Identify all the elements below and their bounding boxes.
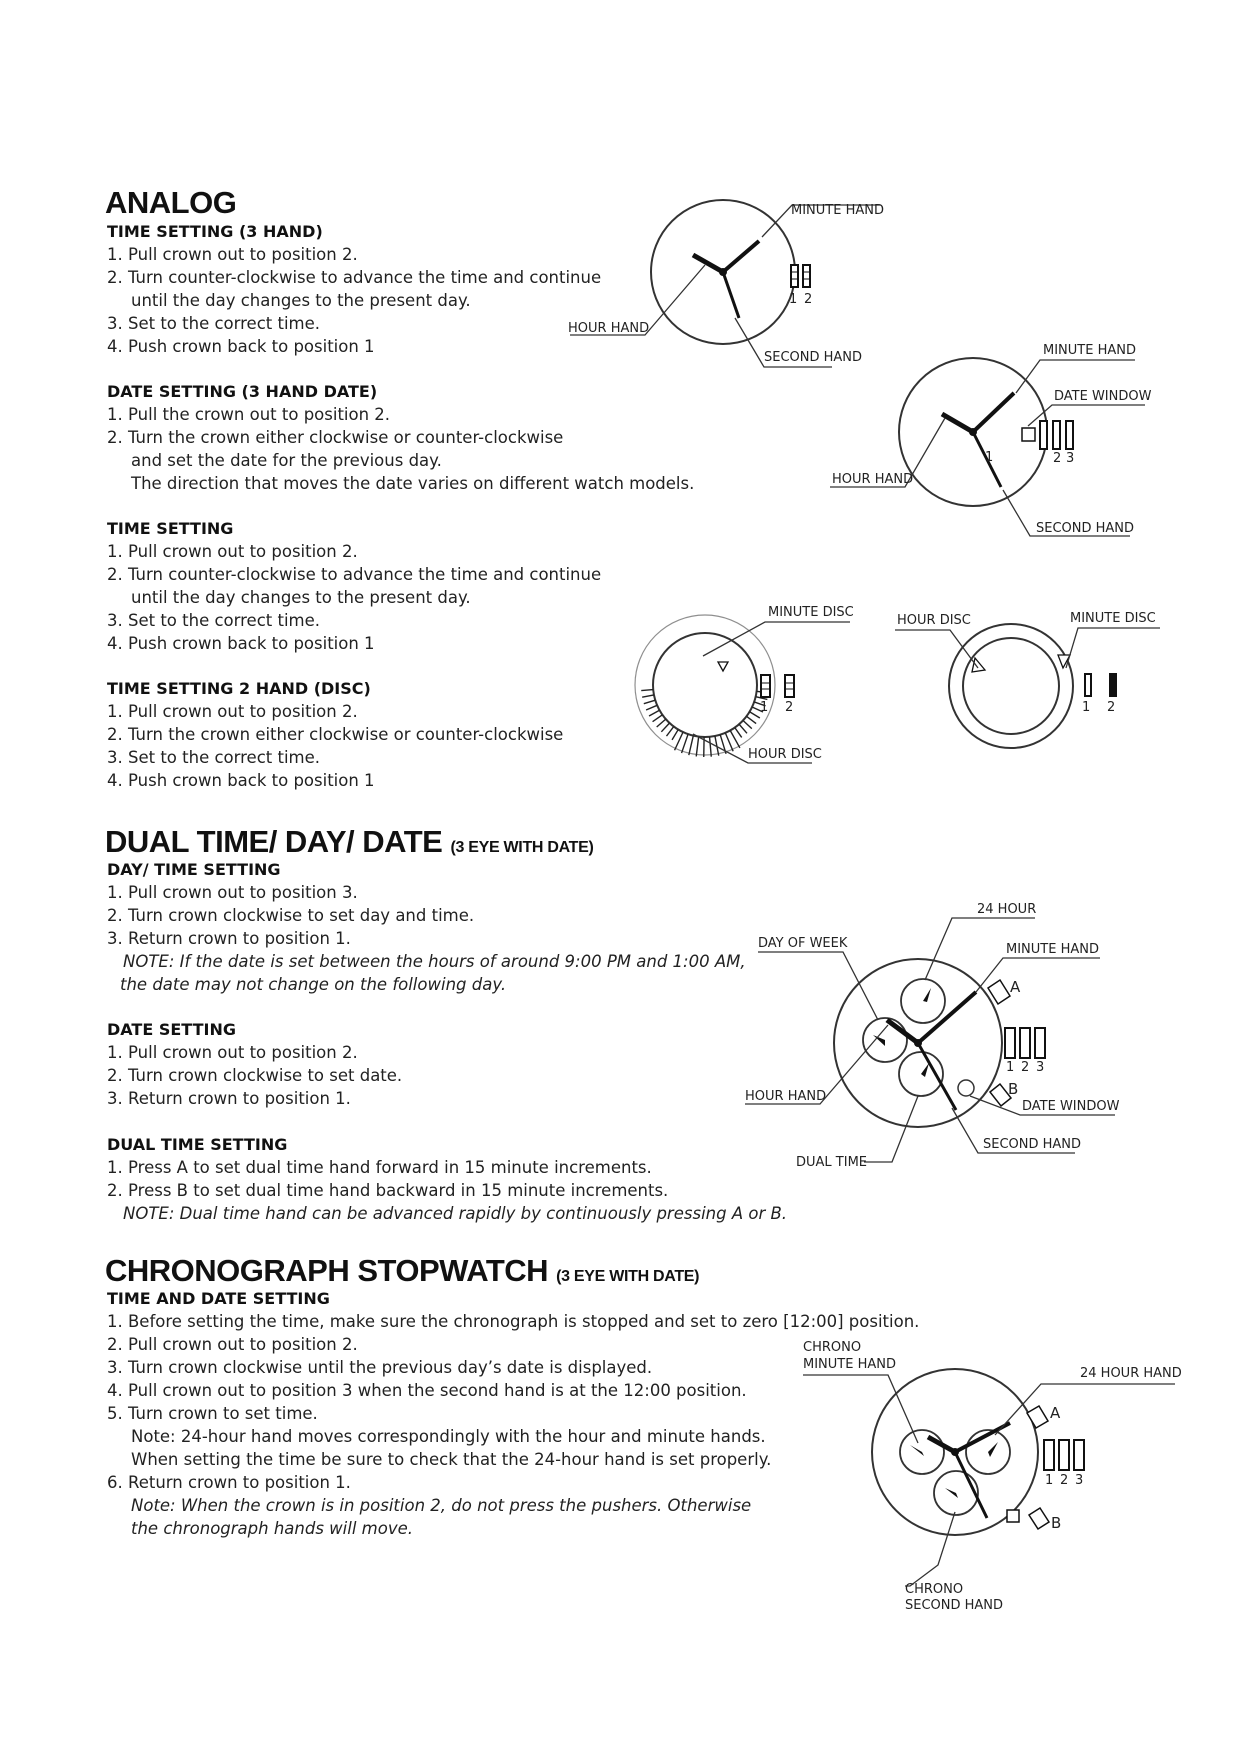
instruction-line: When setting the time be sure to check that the 24-hour hand is set properly. (131, 1450, 772, 1469)
position-2-label: 2 (1053, 451, 1062, 466)
section-heading: DATE SETTING (3 HAND DATE) (107, 382, 378, 401)
disc-tick (743, 720, 752, 728)
instruction-line: until the day changes to the present day. (131, 588, 471, 607)
instruction-line: 2. Turn crown clockwise to set day and time. (107, 906, 475, 925)
pusher-a-label: A (1050, 1404, 1061, 1422)
crown-position-1 (1044, 1440, 1054, 1470)
disc-tick (666, 727, 673, 737)
minute-disc-label: MINUTE DISC (768, 605, 854, 620)
crown-position-1 (1085, 674, 1091, 696)
diagram-2-hand-disc (635, 605, 854, 763)
instruction-line: 2. Turn counter-clockwise to advance the time and continue (107, 268, 602, 287)
disc-tick (750, 712, 760, 718)
disc-tick (696, 737, 698, 757)
position-2-label: 2 (1021, 1060, 1030, 1075)
date-window (958, 1080, 974, 1096)
hour-disc-marker-icon (972, 658, 985, 672)
hand-pivot (719, 268, 727, 276)
second-hand (918, 1043, 956, 1110)
position-2-label: 2 (1107, 700, 1116, 715)
instruction-line: 1. Press A to set dual time hand forward in 15 minute increments. (107, 1158, 652, 1177)
instruction-line: 2. Pull crown out to position 2. (107, 1335, 358, 1354)
hour-disc-label: HOUR DISC (897, 613, 971, 628)
instruction-line: 1. Pull crown out to position 2. (107, 1043, 358, 1062)
position-1-label: 1 (1045, 1473, 1054, 1488)
instruction-line: 1. Before setting the time, make sure the chronograph is stopped and set to zero [12:00] position. (107, 1312, 920, 1331)
note-line: Note: When the crown is in position 2, do not press the pushers. Otherwise (131, 1496, 752, 1515)
minute-hand-label: MINUTE HAND (1043, 343, 1136, 358)
disc-tick (642, 695, 654, 697)
disc-tick (657, 719, 666, 727)
section-heading: DAY/ TIME SETTING (107, 860, 281, 879)
crown-position-1 (791, 265, 798, 287)
instruction-line: 5. Turn crown to set time. (107, 1404, 318, 1423)
dual-time-label: DUAL TIME (796, 1155, 867, 1170)
instruction-line: until the day changes to the present day. (131, 291, 471, 310)
instruction-line: 1. Pull crown out to position 2. (107, 542, 358, 561)
disc-tick (689, 736, 693, 755)
dual-time-title-main: DUAL TIME/ DAY/ DATE (105, 824, 443, 859)
instruction-line: 3. Return crown to position 1. (107, 1089, 351, 1108)
crown-position-1 (761, 675, 770, 697)
inner-disc (963, 638, 1059, 734)
crown-position-3 (1074, 1440, 1084, 1470)
note-line: the chronograph hands will move. (131, 1519, 413, 1538)
24-hour-hand-label: 24 HOUR HAND (1080, 1366, 1182, 1381)
pusher-a-label: A (1010, 978, 1021, 996)
crown-position-2 (803, 265, 810, 287)
instruction-line: 2. Turn counter-clockwise to advance the time and continue (107, 565, 602, 584)
minute-disc-label: MINUTE DISC (1070, 611, 1156, 626)
crown-position-3 (1066, 421, 1073, 449)
instruction-line: 3. Set to the correct time. (107, 314, 321, 333)
instruction-line: Note: 24-hour hand moves correspondingly with the hour and minute hands. (131, 1427, 766, 1446)
disc-tick (644, 700, 655, 704)
section-heading: TIME SETTING 2 HAND (DISC) (107, 679, 371, 698)
position-3-label: 3 (1066, 451, 1075, 466)
instruction-line: 1. Pull crown out to position 2. (107, 702, 358, 721)
disc-tick (747, 716, 757, 723)
position-1-label: 1 (760, 700, 769, 715)
instruction-line: 2. Turn the crown either clockwise or counter-clockwise (107, 428, 564, 447)
position-1-label: 1 (1082, 700, 1091, 715)
second-hand-label: SECOND HAND (764, 350, 863, 365)
section-heading: TIME SETTING (3 HAND) (107, 222, 323, 241)
minute-hand (723, 241, 759, 272)
minute-hand-label: MINUTE HAND (1006, 942, 1099, 957)
instruction-line: 6. Return crown to position 1. (107, 1473, 351, 1492)
hour-hand-label: HOUR HAND (745, 1089, 827, 1104)
instruction-line: 1. Pull crown out to position 3. (107, 883, 358, 902)
pusher-b-label: B (1051, 1514, 1062, 1532)
hour-hand-label: HOUR HAND (832, 472, 914, 487)
chrono-minute-label-1: CHRONO (803, 1340, 862, 1355)
hour-hand (928, 1437, 955, 1452)
instruction-line: 1. Pull the crown out to position 2. (107, 405, 391, 424)
instruction-line: 4. Push crown back to position 1 (107, 771, 375, 790)
disc-tick (725, 733, 733, 751)
section-heading: DUAL TIME SETTING (107, 1135, 288, 1154)
chrono-second-label-2: SECOND HAND (905, 1598, 1004, 1613)
minute-disc (635, 615, 775, 755)
instruction-line: 2. Turn crown clockwise to set date. (107, 1066, 403, 1085)
hour-hand (887, 1020, 918, 1043)
hand-pivot (969, 428, 977, 436)
date-window (1022, 428, 1035, 441)
disc-tick (646, 705, 657, 710)
instruction-line: The direction that moves the date varies on different watch models. (131, 474, 695, 493)
second-hand-label: SECOND HAND (1036, 521, 1135, 536)
instruction-line: 3. Turn crown clockwise until the previous day’s date is displayed. (107, 1358, 653, 1377)
instruction-line: 4. Push crown back to position 1 (107, 337, 375, 356)
crown-position-1 (1040, 421, 1047, 449)
disc-marker-icon (718, 662, 728, 671)
position-2-label: 2 (785, 700, 794, 715)
crown-position-2 (1020, 1028, 1030, 1058)
instruction-line: 4. Pull crown out to position 3 when the second hand is at the 12:00 position. (107, 1381, 747, 1400)
disc-tick (641, 690, 653, 691)
position-3-label: 3 (1036, 1060, 1045, 1075)
position-1-label: 1 (789, 292, 798, 307)
position-2-label: 2 (1060, 1473, 1069, 1488)
crown-position-2 (1053, 421, 1060, 449)
pusher-b-label: B (1008, 1080, 1019, 1098)
hand-pivot (914, 1039, 922, 1047)
chrono-minute-label-2: MINUTE HAND (803, 1357, 896, 1372)
section-heading: TIME AND DATE SETTING (107, 1289, 330, 1308)
instruction-line: 3. Return crown to position 1. (107, 929, 351, 948)
pusher-a (1027, 1406, 1048, 1428)
crown-position-2 (1059, 1440, 1069, 1470)
subdial-hand (923, 988, 931, 1002)
minute-hand-label: MINUTE HAND (791, 203, 884, 218)
diagram-3-hand (568, 200, 884, 367)
disc-tick (710, 737, 712, 757)
diagram-chronograph (803, 1340, 1182, 1613)
diagram-disc-watch (895, 611, 1160, 748)
second-hand-label: SECOND HAND (983, 1137, 1082, 1152)
crown-position-1 (1005, 1028, 1015, 1058)
position-1-label: 1 (985, 450, 994, 465)
position-2-label: 2 (804, 292, 813, 307)
diagram-3-hand-date (830, 343, 1152, 536)
date-window-label: DATE WINDOW (1054, 389, 1152, 404)
subdial-hand (988, 1442, 998, 1457)
day-of-week-label: DAY OF WEEK (758, 936, 848, 951)
analog-title: ANALOG (105, 185, 237, 220)
instruction-line: 2. Press B to set dual time hand backward in 15 minute increments. (107, 1181, 669, 1200)
disc-tick (672, 730, 678, 740)
position-1-label: 1 (1006, 1060, 1015, 1075)
subdial-hand (910, 1445, 924, 1456)
disc-tick (735, 728, 742, 738)
crown-position-2 (1110, 674, 1116, 696)
outer-disc (949, 624, 1073, 748)
disc-tick (649, 710, 659, 716)
chronograph-title-main: CHRONOGRAPH STOPWATCH (105, 1253, 549, 1288)
instruction-line: 3. Set to the correct time. (107, 748, 321, 767)
disc-tick (661, 723, 669, 732)
hour-disc-label: HOUR DISC (748, 747, 822, 762)
crown-position-2 (785, 675, 794, 697)
crown-position-3 (1035, 1028, 1045, 1058)
position-3-label: 3 (1075, 1473, 1084, 1488)
diagram-dual-time (745, 902, 1120, 1170)
note-line: NOTE: Dual time hand can be advanced rapidly by continuously pressing A or B. (123, 1204, 788, 1223)
hour-hand (942, 414, 973, 432)
hour-hand-label: HOUR HAND (568, 321, 650, 336)
pusher-b (1029, 1508, 1049, 1529)
hour-hand (693, 255, 723, 272)
subdial-hand (945, 1488, 958, 1498)
disc-tick (682, 734, 689, 753)
instruction-line: 2. Turn the crown either clockwise or counter-clockwise (107, 725, 564, 744)
section-heading: DATE SETTING (107, 1020, 236, 1039)
hour-disc (653, 633, 757, 737)
instruction-line: 3. Set to the correct time. (107, 611, 321, 630)
disc-tick (653, 715, 663, 722)
note-line: the date may not change on the following day. (120, 975, 507, 994)
note-line: NOTE: If the date is set between the hours of around 9:00 PM and 1:00 AM, (123, 952, 746, 971)
section-heading: TIME SETTING (107, 519, 234, 538)
dual-time-title-suffix: (3 EYE WITH DATE) (450, 839, 594, 856)
chronograph-title-suffix: (3 EYE WITH DATE) (556, 1268, 700, 1285)
instruction-line: 1. Pull crown out to position 2. (107, 245, 358, 264)
date-window-label: DATE WINDOW (1022, 1099, 1120, 1114)
instruction-line: and set the date for the previous day. (131, 451, 442, 470)
second-hand (723, 272, 739, 318)
minute-hand (973, 393, 1014, 432)
date-window (1007, 1510, 1019, 1522)
subdial-hand (921, 1063, 929, 1077)
chrono-second-label-1: CHRONO (905, 1582, 964, 1597)
hand-pivot (951, 1448, 959, 1456)
disc-tick (739, 724, 747, 733)
24-hour-label: 24 HOUR (977, 902, 1037, 917)
instruction-line: 4. Push crown back to position 1 (107, 634, 375, 653)
